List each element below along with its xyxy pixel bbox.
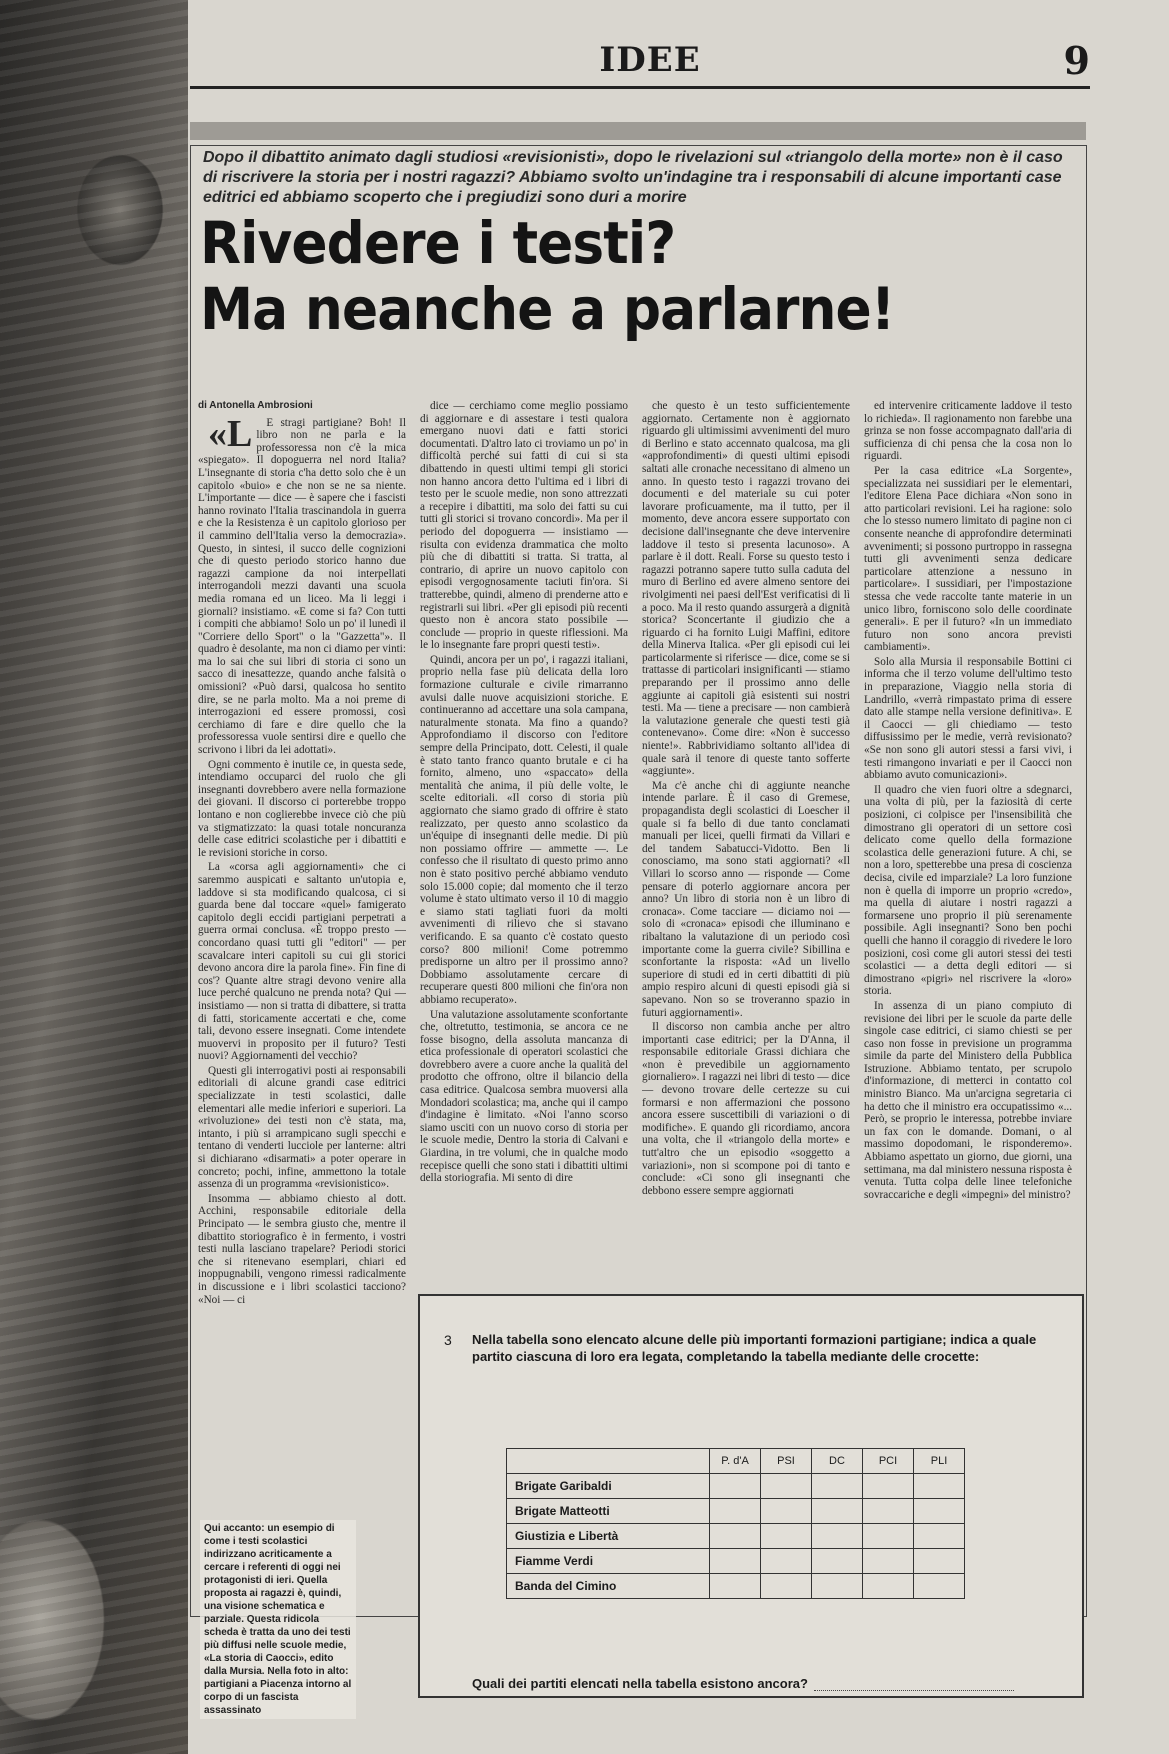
column-header: PCI xyxy=(863,1449,914,1474)
headline-line-2: Ma neanche a parlarne! xyxy=(200,275,895,343)
table-cell xyxy=(914,1574,965,1599)
column-4 xyxy=(864,400,1072,1398)
paragraph: Il quadro che vien fuori oltre a sdegnarci, una volta di più, per la faziosità di certe posizioni, ci colpisce per l'insensibilità che dimostrano gli operatori di un settore così delicato come quello della formazione scolastica delle generazioni future. A chi, se non a loro, spetterebbe una presa di coscienza decisa, civile ed imparziale? La loro funzione non è quella di imporre un proprio «credo», ma quella di aiutare i nostri ragazzi a formarsene uno proprio il più serenamente possibile. Agli insegnanti? Sono ben pochi quelli che hanno il coraggio di rivedere le loro posizioni, così come gli autori stessi dei testi scolastici — a detta degli editori — si dimostrano «pigri» nel riscrivere la «loro» storia. xyxy=(864,783,1072,998)
paragraph: Insomma — abbiamo chiesto al dott. Acchini, responsabile editoriale della Principato — le sembra giusto che, mentre il dibattito storiografico è in fermento, i vostri testi nulla lasciano trapelare? Periodi storici che si ritenevano esemplari, chiari ed inoppugnabili, vengono rimessi radicalmente in discussione e i libri scolastici tacciono? «Noi — ci xyxy=(198,1192,406,1306)
column-header: PLI xyxy=(914,1449,965,1474)
drop-cap: «L xyxy=(208,412,253,455)
table-cell xyxy=(812,1574,863,1599)
paragraph: Ma c'è anche chi di aggiunte neanche intende parlare. È il caso di Gremese, propagandista degli scolastici di Loescher il quale si fa bello di due tanto conclamati manuali per licei, quelli firmati da Villari e del tandem Sabatucci-Vidotto. Ben li conosciamo, ma sono stati aggiornati? «Il Villari lo scorso anno — risponde — Come pensare di poterlo aggiornare ancora per anno? Un libro di storia non è un libro di cronaca». Come tacciare — diciamo noi — solo di «cronaca» episodi che illuminano e ribaltano la valutazione di un periodo così importante come la guerra civile? Sibillina e sconfortante la risposta: «Ad un livello superiore di studi ed in certi dibattiti di più ampio respiro alcuni di questi episodi già si sapevano. Non so se troveranno spazio in futuri aggiornamenti». xyxy=(642,779,850,1019)
partisan-photo xyxy=(0,0,188,1754)
paragraph: Quindi, ancora per un po', i ragazzi italiani, proprio nella fase più delicata della loro formazione culturale e civile rimarranno avulsi dalle nuove acquisizioni storiche. E continueranno ad accettare una sola campana, naturalmente stonata. Ma fino a quando? Approfondiamo il discorso con l'editore sempre della Principato, dott. Celesti, il quale è stato tanto franco quanto brutale e ci ha fornito, almeno, uno «spaccato» della mentalità che anima, il più delle volte, le scelte editoriali. «Il corso di storia più aggiornato che siamo grado di offrire è stato realizzato, per questo anno scolastico da un'équipe di insegnanti delle medie. Di più non possiamo offrire — ammette —. Le confesso che il risultato di questo primo anno non è stato positivo perché abbiamo venduto solo 15.000 copie; dal momento che il terzo volume è stato ultimato verso il 10 di maggio e siamo stati tagliati fuori da molti avvenimenti di rilievo che si stavano verificando. E sa quanto c'è costato questo corso? 800 milioni! Come potremmo predisporne un altro per il prossimo anno? Dobbiamo assolutamente cercare di recuperare questi 800 milioni che fin'ora non abbiamo recuperato». xyxy=(420,653,628,1006)
article-headline xyxy=(200,210,991,342)
column-header: DC xyxy=(812,1449,863,1474)
exercise-question xyxy=(472,1676,1014,1691)
paragraph: ed intervenire criticamente laddove il testo lo richieda». Il ragionamento non farebbe una grinza se non fosse accompagnato dall'aria di sufficienza di chi pensa che la cosa non lo riguardi. xyxy=(864,400,1072,463)
table-cell xyxy=(761,1499,812,1524)
table-cell xyxy=(710,1474,761,1499)
headline-line-1: Rivedere i testi? xyxy=(200,209,676,277)
table-cell xyxy=(863,1474,914,1499)
table-cell xyxy=(812,1524,863,1549)
table-cell xyxy=(914,1549,965,1574)
column-header: PSI xyxy=(761,1449,812,1474)
table-cell xyxy=(914,1474,965,1499)
paragraph: che questo è un testo sufficientemente aggiornato. Certamente non è aggiornato riguardo gli ultimissimi avvenimenti del muro di Berlino e stato accennato qualcosa, ma gli «approfondimenti» di questi ultimi episodi saltati alle cronache necessitano di almeno un anno. In questo testo i ragazzi trovano dei documenti e del materiale su cui poter lavorare proficuamente, ma il tutto, per il momento, deve ancora essere supportato con decisione dall'insegnante che deve intervenire laddove il testo si presenta lacunoso». A parlare è il dott. Reali. Forse su questo testo i ragazzi potranno sapere tutto sulla caduta del muro di Berlino ed avere almeno sentore dei rivolgimenti nei paesi dell'Est verificatisi di lì a poco. Ma il resto quando assurgerà a dignità storica? Sconcertante il giudizio che a riguardo ci ha fornito Luigi Maffini, editore della Minerva Italica. «Per gli episodi cui lei particolarmente si riferisce — dice, come se si trattasse di particolari insignificanti — stiamo preparando per il prossimo anno delle aggiunte ai capitoli già esistenti sui nostri testi. Ma — tiene a precisare — non cambierà la valutazione generale che questi testi già contenevano». Come dire: «Non è successo niente!». Rabbrividiamo soltanto all'idea di quale sarà il tenore di queste tanto sofferte «aggiunte». xyxy=(642,400,850,778)
page-header xyxy=(190,28,1090,89)
partisan-table xyxy=(506,1448,965,1599)
table-row xyxy=(507,1524,965,1549)
section-title: IDEE xyxy=(599,40,701,80)
photo-caption: Qui accanto: un esempio di come i testi scolastici indirizzano acriticamente a cercare i referenti di oggi nei protagonisti di ieri. Quella proposta ai ragazzi è, quindi, una visione schematica e parziale. Questa ridicola scheda è tratta da uno dei testi più diffusi nelle scuole medie, «La storia di Caocci», edito dalla Mursia. Nella foto in alto: partigiani a Piacenza intorno al corpo di un fascista assassinato xyxy=(200,1520,356,1719)
row-label: Brigate Matteotti xyxy=(507,1499,710,1524)
table-cell xyxy=(761,1474,812,1499)
column-2 xyxy=(420,400,628,1398)
paragraph: Una valutazione assolutamente sconfortante che, oltretutto, testimonia, se ancora ce ne fosse bisogno, della assoluta mancanza di etica professionale di operatori scolastici che dovrebbero avere a cuore anche la qualità del prodotto che offrono, oltre il bilancio della casa editrice. Qualcosa sembra muoversi alla Mondadori scolastica; ma, anche qui il campo d'indagine è limitato. «Noi l'anno scorso siamo usciti con un nuovo corso di storia per le scuole medie, Dentro la storia di Calvani e Giardina, in tre volumi, che in qualche modo recepisce quelli che sono stati i dibattiti ultimi della storiografia. Mi sento di dire xyxy=(420,1008,628,1185)
table-cell xyxy=(761,1574,812,1599)
article-lead: Dopo il dibattito animato dagli studiosi «revisionisti», dopo le rivelazioni sul «triangolo della morte» non è il caso di riscrivere la storia per i nostri ragazzi? Abbiamo svolto un'indagine tra i responsabili di alcune importanti case editrici ed abbiamo scoperto che i pregiudizi sono duri a morire xyxy=(203,149,1063,206)
paragraph: Per la casa editrice «La Sorgente», specializzata nei sussidiari per le elementari, l'editore Elena Pace dichiara «Non sono in atto particolari revisioni. Lei ha ragione: solo che lo stesso numero limitato di pagine non ci consente neanche di approfondire determinati avvenimenti; si possono purtroppo in rassegna tutti gli avvenimenti senza dedicare particolare attenzione a nessuno in particolare». I sussidiari, per l'impostazione stessa che vede raccolte tante materie in un unico libro, forniscono solo delle coordinate generali». E per il futuro? «In un immediato futuro non sono ancora previsti cambiamenti». xyxy=(864,464,1072,654)
column-3 xyxy=(642,400,850,1398)
paragraph: In assenza di un piano compiuto di revisione dei libri per le scuole da parte delle singole case editrici, ci siamo chiesti se per caso non fosse in previsione un programma simile da parte del Ministero della Pubblica Istruzione. Abbiamo tentato, per scrupolo d'informazione, di metterci in contatto col ministro Bianco. Ma un'arcigna segretaria ci ha detto che il ministro era occupatissimo «... Però, se proprio le interessa, potrebbe inviare un fax con le domande. Domani, o al massimo dopodomani, le risponderemo». Abbiamo aspettato un giorno, due giorni, una settimana, ma dal ministero nessuna risposta è venuta. Tutta colpa delle linee telefoniche sovraccariche e degli «impegni» del ministro? xyxy=(864,999,1072,1201)
row-label: Brigate Garibaldi xyxy=(507,1474,710,1499)
table-cell xyxy=(863,1499,914,1524)
paragraph: Solo alla Mursia il responsabile Bottini ci informa che il terzo volume dell'ultimo testo in preparazione, Viaggio nella storia di Landrillo, «verrà rimpastato prima di essere dato alle stampe nella versione definitiva». E il Caocci — gli chiediamo — testo diffusissimo per le medie, verrà revisionato? «Se non sono gli autori stessi a farsi vivi, i testi rimangono invariati e per il Caocci non abbiamo avuto comunicazioni». xyxy=(864,655,1072,782)
table-cell xyxy=(710,1524,761,1549)
row-label: Banda del Cimino xyxy=(507,1574,710,1599)
table-cell xyxy=(812,1474,863,1499)
decorative-band xyxy=(190,122,1086,140)
table-cell xyxy=(812,1499,863,1524)
byline: di Antonella Ambrosioni xyxy=(198,400,313,411)
table-cell xyxy=(710,1499,761,1524)
table-cell xyxy=(710,1549,761,1574)
table-cell xyxy=(761,1549,812,1574)
table-row xyxy=(507,1474,965,1499)
article-body xyxy=(198,400,1078,1400)
table-header-row xyxy=(507,1449,965,1474)
table-cell xyxy=(914,1524,965,1549)
answer-line xyxy=(814,1678,1014,1691)
table-cell xyxy=(761,1524,812,1549)
textbook-exercise xyxy=(418,1294,1084,1698)
table-row xyxy=(507,1499,965,1524)
paragraph: Questi gli interrogativi posti ai responsabili editoriali di alcune grandi case editrici specializzate in testi scolastici, dalle elementari alle medie inferiori e superiori. La «rivoluzione» dei testi non c'è stata, ma, intanto, i più si arrampicano sugli specchi e tentano di venderti lucciole per lanterne: altri si dichiarano «disarmati» a poter operare in concreto; pochi, infine, ammettono la totale assenza di un programma «revisionistico». xyxy=(198,1064,406,1191)
paragraph: Il discorso non cambia anche per altro importanti case editrici; per la D'Anna, il responsabile editoriale Grassi dichiara che «non è prevedibile un aggiornamento giornaliero». I ragazzi nei libri di testo — dice — devono trovare delle certezze su cui formarsi e non affermazioni che possono ancora essere suscettibili di variazioni o di modifiche». E quando gli ricordiamo, ancora una volta, che il «triangolo della morte» e tutt'altro che un episodio «soggetto a variazioni», non si scompone poi di tanto e conclude: «Ci sono gli insegnanti che debbono essere sempre aggiornati xyxy=(642,1021,850,1197)
column-1 xyxy=(198,400,406,1398)
table-cell xyxy=(863,1549,914,1574)
table-corner xyxy=(507,1449,710,1474)
column-header: P. d'A xyxy=(710,1449,761,1474)
page-number: 9 xyxy=(1063,38,1090,83)
paragraph: La «corsa agli aggiornamenti» che ci saremmo auspicati e saltanto un'utopia e, laddove si sta modificando qualcosa, ci si guarda bene dal toccare «quel» famigerato capitolo degli eccidi partigiani perpetrati a guerra ormai conclusa. «È troppo presto — concordano quasi tutti gli "editori" — per scavalcare interi capitoli su cui gli storici devono ancora dire la parola fine». Fin fine di cos'? Quante altre stragi devono venire alla luce perché qualcuno ne prenda nota? Qui — insistiamo — non si tratta di dibattere, si tratta di fatti, storicamente accertati e che, come tali, devono essere insegnati. Come intendete muovervi in proposito per il futuro? Testi nuovi? Aggiornamenti del vecchio? xyxy=(198,861,406,1063)
paragraph: Ogni commento è inutile ce, in questa sede, intendiamo occuparci del ruolo che gli insegnanti dovrebbero avere nella formazione dei giovani. Il discorso ci porterebbe troppo lontano e non coglierebbe invece ciò che più va stigmatizzato: la quasi totale noncuranza delle case editrici scolastiche per i dibattiti e le revisioni storiche in corso. xyxy=(198,758,406,859)
row-label: Giustizia e Libertà xyxy=(507,1524,710,1549)
table-cell xyxy=(914,1499,965,1524)
exercise-number: 3 xyxy=(444,1332,452,1348)
question-text: Quali dei partiti elencati nella tabella esistono ancora? xyxy=(472,1676,808,1691)
table-cell xyxy=(863,1574,914,1599)
table-row xyxy=(507,1549,965,1574)
paragraph: dice — cerchiamo come meglio possiamo di aggiornare e di assestare i testi qualora emergano nuovi dati e fatti storici documentati. D'altro lato ci troviamo un po' in difficoltà perché sui fatti di cui si sta dibattendo in questi ultimi tempi gli storici non hanno ancora detto l'ultima ed i libri di testo per le scuole medie, non sono attrezzati a recepire i dibattiti, ma solo dei fatti su cui tutti gli storici si trovano concordi». Ma per il periodo del dopoguerra — insistiamo — risulta con evidenza drammatica che molto più che di dibattiti si tratta. Si tratta, al contrario, di aprire un nuovo capitolo con episodi vergognosamente taciuti fin'ora. Si tratterebbe, quindi, almeno di prenderne atto e registrarli sui libri. «Per gli episodi più recenti questo non è ancora stato possibile — conclude — proprio in queste riflessioni. Ma le lo insegnante fare propri questi testi». xyxy=(420,400,628,652)
table-cell xyxy=(812,1549,863,1574)
table-row xyxy=(507,1574,965,1599)
table-cell xyxy=(710,1574,761,1599)
exercise-instruction: Nella tabella sono elencato alcune delle più importanti formazioni partigiane; indica a quale partito ciascuna di loro era legata, completando la tabella mediante delle crocette: xyxy=(472,1332,1037,1364)
row-label: Fiamme Verdi xyxy=(507,1549,710,1574)
paragraph: «L E stragi partigiane? Boh! Il libro non ne parla e la professoressa non c'è la mica «spiegato». Il dopoguerra nel nord Italia? L'insegnante di storia c'ha detto solo che è un capitolo «buio» e che non se ne sa niente. L'importante — dice — è sapere che i fascisti hanno rovinato l'Italia trascinandola in guerra e che la Resistenza è un capitolo glorioso per il cammino dell'Italia verso la democrazia». Questo, in sintesi, il succo delle cognizioni che di questo periodo storico hanno due ragazzi campione da noi interpellati interrogandoli mezzi davanti una scuola media romana ed un liceo. Ma li leggi i giornali? insistiamo. «E come si fa? Con tutti i compiti che abbiamo! Solo un po' il lunedì il "Corriere dello Sport" o la "Gazzetta"». Il quadro è desolante, ma non ci diamo per vinti: ma lo sai che sui libri di storia ci sono un sacco di inesattezze, quando anche falsità o omissioni? «Può darsi, qualcosa ho sentito dire, se ne parla molto. Ma a noi preme di interrogazioni ed essere promossi, così cerchiamo di fare e dire quello che la professoressa vuole sentirsi dire e quello che scrivono i libri da lei adottati». xyxy=(198,412,406,757)
table-cell xyxy=(863,1524,914,1549)
